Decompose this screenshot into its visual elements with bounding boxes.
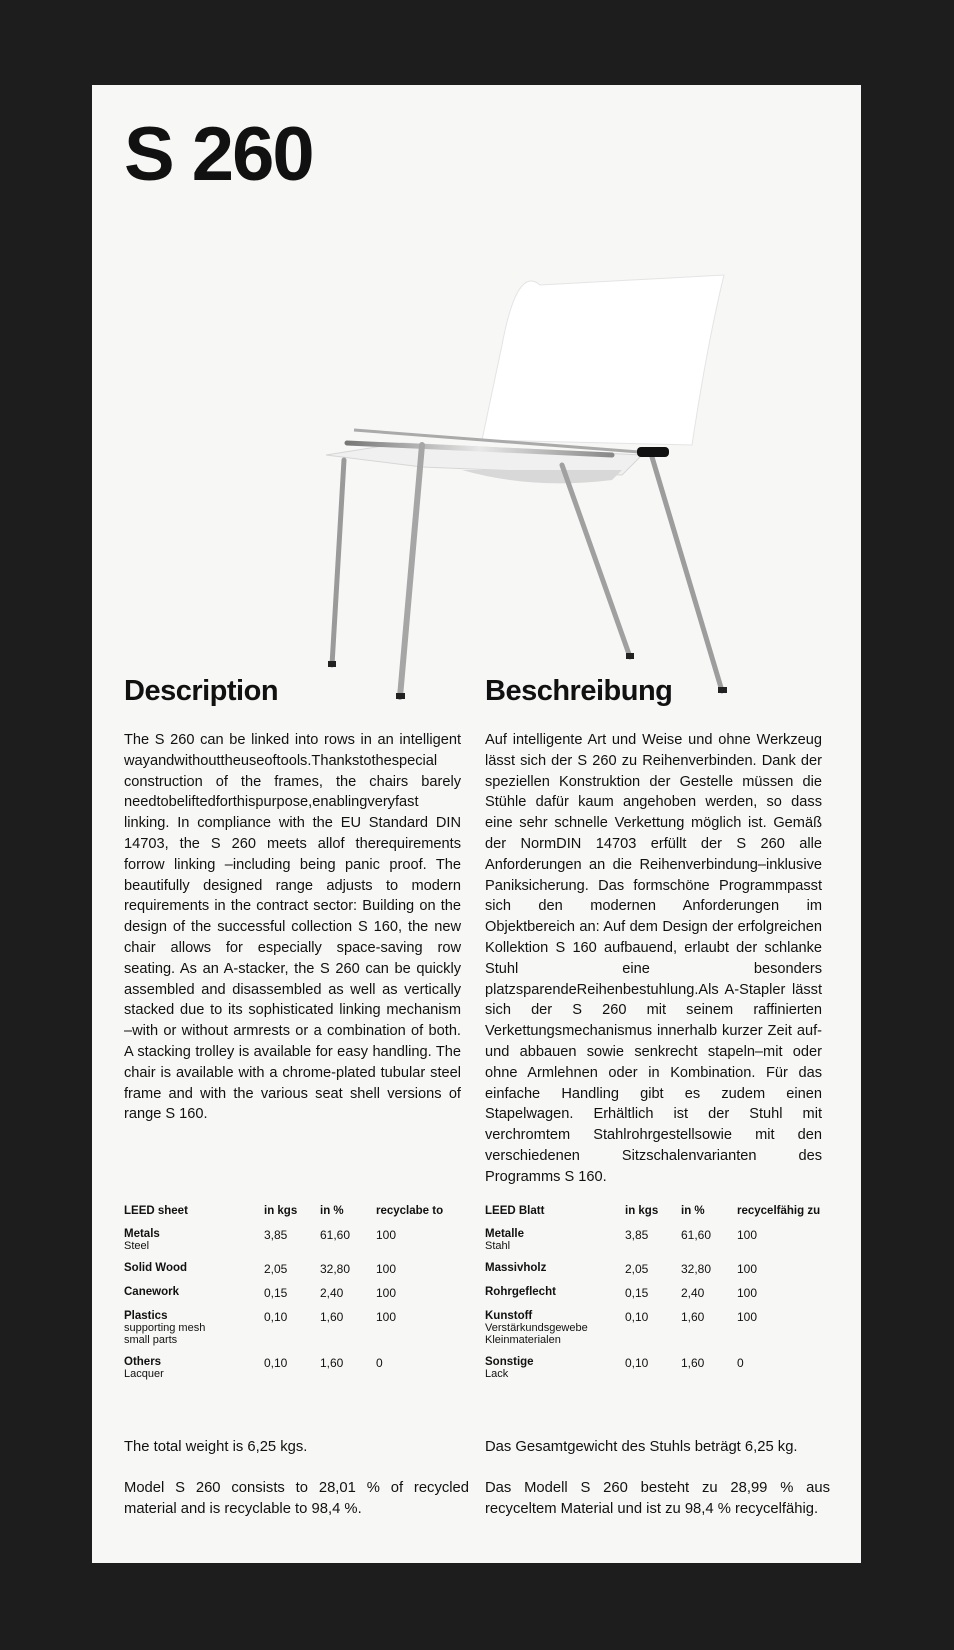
value-pct: 61,60 bbox=[681, 1228, 712, 1242]
material-detail: Lacquer bbox=[124, 1368, 164, 1380]
material-detail: Stahl bbox=[485, 1240, 511, 1252]
material-cell bbox=[124, 1356, 264, 1390]
leed-header: in kgs bbox=[264, 1205, 298, 1217]
material-name: Sonstige bbox=[485, 1356, 534, 1368]
material-name: Metals bbox=[124, 1228, 160, 1240]
table-row bbox=[124, 1310, 469, 1356]
material-name: Solid Wood bbox=[124, 1262, 188, 1274]
value-rec: 100 bbox=[737, 1228, 758, 1242]
value-rec: 100 bbox=[737, 1262, 758, 1276]
value-pct: 1,60 bbox=[320, 1310, 344, 1324]
value-kgs: 3,85 bbox=[264, 1228, 288, 1242]
leed-header: in % bbox=[681, 1205, 705, 1217]
description-en bbox=[124, 675, 461, 1125]
value-pct: 32,80 bbox=[320, 1262, 351, 1276]
table-row bbox=[124, 1228, 469, 1262]
value-kgs: 0,10 bbox=[264, 1310, 288, 1324]
material-detail: Steel bbox=[124, 1240, 150, 1252]
table-row bbox=[124, 1262, 469, 1286]
value-pct: 1,60 bbox=[320, 1356, 344, 1370]
value-kgs: 3,85 bbox=[625, 1228, 649, 1242]
page-title: S 260 bbox=[124, 112, 313, 197]
total-weight-de: Das Gesamtgewicht des Stuhls beträgt 6,25 kg. bbox=[485, 1439, 798, 1455]
leed-header: recycelfähig zu bbox=[737, 1205, 821, 1217]
value-rec: 100 bbox=[737, 1286, 758, 1300]
value-rec: 0 bbox=[376, 1356, 383, 1370]
leed-header: recyclabe to bbox=[376, 1205, 444, 1217]
material-detail: Verstärkundsgewebe bbox=[485, 1322, 588, 1334]
material-name: Others bbox=[124, 1356, 162, 1368]
material-detail: supporting mesh bbox=[124, 1322, 206, 1334]
material-name: Rohrgeflecht bbox=[485, 1286, 556, 1298]
total-weight-en: The total weight is 6,25 kgs. bbox=[124, 1439, 308, 1455]
leed-table-de bbox=[485, 1205, 830, 1390]
value-rec: 100 bbox=[376, 1286, 397, 1300]
material-cell bbox=[124, 1262, 264, 1286]
material-name: Massivholz bbox=[485, 1262, 547, 1274]
material-cell bbox=[485, 1356, 625, 1390]
description-text-en: The S 260 can be linked into rows in an intelligent wayandwithouttheuseoftools.Thankstothespecial construction of the frames, the chairs barely needtobeliftedforthispurpose,enablingveryfast linking. In compliance with the EU Standard DIN 14703, the S 260 meets allof therequirements forrow linking –including being panic proof. The beautifully designed range adjusts to modern requirements in the contract sector: Building on the design of the successful collection S 160, the new chair allows for especially space-saving row seating. As an A-stacker, the S 260 can be quickly assembled and disassembled as well as vertically stacked due to its sophisticated linking mechanism –with or without armrests or a combination of both. A stacking trolley is available for easy handling. The chair is available with a chrome-plated tubular steel frame and with the various seat shell versions of range S 160. bbox=[124, 732, 461, 1123]
description-de bbox=[485, 675, 822, 1188]
value-pct: 2,40 bbox=[681, 1286, 705, 1300]
value-pct: 2,40 bbox=[320, 1286, 344, 1300]
table-row bbox=[485, 1286, 830, 1310]
value-kgs: 0,15 bbox=[264, 1286, 288, 1300]
chair-image bbox=[312, 185, 762, 725]
recycled-share-en: Model S 260 consists to 28,01 % of recycled material and is recyclable to 98,4 %. bbox=[124, 1480, 469, 1517]
table-row bbox=[485, 1228, 830, 1262]
table-row bbox=[485, 1262, 830, 1286]
value-kgs: 0,10 bbox=[625, 1310, 649, 1324]
material-name: Kunstoff bbox=[485, 1310, 533, 1322]
table-row bbox=[124, 1356, 469, 1390]
material-name: Metalle bbox=[485, 1228, 524, 1240]
value-pct: 1,60 bbox=[681, 1310, 705, 1324]
material-name: Plastics bbox=[124, 1310, 168, 1322]
value-rec: 100 bbox=[376, 1262, 397, 1276]
material-cell bbox=[485, 1310, 625, 1356]
value-kgs: 2,05 bbox=[625, 1262, 649, 1276]
table-row bbox=[485, 1356, 830, 1390]
value-kgs: 2,05 bbox=[264, 1262, 288, 1276]
material-detail: small parts bbox=[124, 1334, 178, 1346]
table-row bbox=[485, 1310, 830, 1356]
material-cell bbox=[124, 1310, 264, 1356]
material-cell bbox=[485, 1286, 625, 1310]
leed-header: LEED Blatt bbox=[485, 1205, 545, 1217]
leed-header: LEED sheet bbox=[124, 1205, 188, 1217]
value-rec: 0 bbox=[737, 1356, 744, 1370]
value-kgs: 0,10 bbox=[625, 1356, 649, 1370]
leed-header: in % bbox=[320, 1205, 344, 1217]
value-rec: 100 bbox=[737, 1310, 758, 1324]
product-sheet bbox=[92, 85, 861, 1563]
material-cell bbox=[485, 1228, 625, 1262]
material-detail: Kleinmaterialen bbox=[485, 1334, 561, 1346]
description-heading-de: Beschreibung bbox=[485, 675, 673, 707]
value-rec: 100 bbox=[376, 1228, 397, 1242]
material-cell bbox=[124, 1228, 264, 1262]
value-kgs: 0,10 bbox=[264, 1356, 288, 1370]
value-pct: 32,80 bbox=[681, 1262, 712, 1276]
table-row bbox=[124, 1286, 469, 1310]
value-pct: 61,60 bbox=[320, 1228, 351, 1242]
material-detail: Lack bbox=[485, 1368, 509, 1380]
value-kgs: 0,15 bbox=[625, 1286, 649, 1300]
description-text-de: Auf intelligente Art und Weise und ohne Werkzeug lässt sich der S 260 zu Reihenverbinden. Dank der speziellen Konstruktion der Gestelle müssen die Stühle dafür kaum angehoben werden, so dass eine sehr schnelle Verkettung möglich ist. Gemäß der NormDIN 14703 erfüllt der S 260 alle Anforderungen an die Reihenverbindung–inklusive Paniksicherung. Das formschöne Programmpasst sich den modernen Anforderungen im Objektbereich an: Auf dem Design der erfolgreichen Kollektion S 160 aufbauend, erlaubt der schlanke Stuhl eine besonders platzsparendeReihenbestuhlung.Als A-Stapler lässt sich der S 260 mit seinem raffinierten Verkettungsmechanismus innerhalb kurzer Zeit auf-und abbauen sowie senkrecht stapeln–mit oder ohne Armlehnen oder in Kombination. Für das einfache Handling gibt es zudem einen Stapelwagen. Erhältlich ist der Stuhl mit verchromtem Stahlrohrgestellsowie mit den verschiedenen Sitzschalenvarianten des Programms S 160. bbox=[485, 732, 822, 1185]
leed-header: in kgs bbox=[625, 1205, 659, 1217]
recycled-share-de: Das Modell S 260 besteht zu 28,99 % aus recyceltem Material und ist zu 98,4 % recycelfähig. bbox=[485, 1480, 830, 1517]
description-heading-en: Description bbox=[124, 675, 279, 707]
leed-table-en bbox=[124, 1205, 469, 1390]
material-cell bbox=[124, 1286, 264, 1310]
value-rec: 100 bbox=[376, 1310, 397, 1324]
material-name: Canework bbox=[124, 1286, 179, 1298]
material-cell bbox=[485, 1262, 625, 1286]
value-pct: 1,60 bbox=[681, 1356, 705, 1370]
